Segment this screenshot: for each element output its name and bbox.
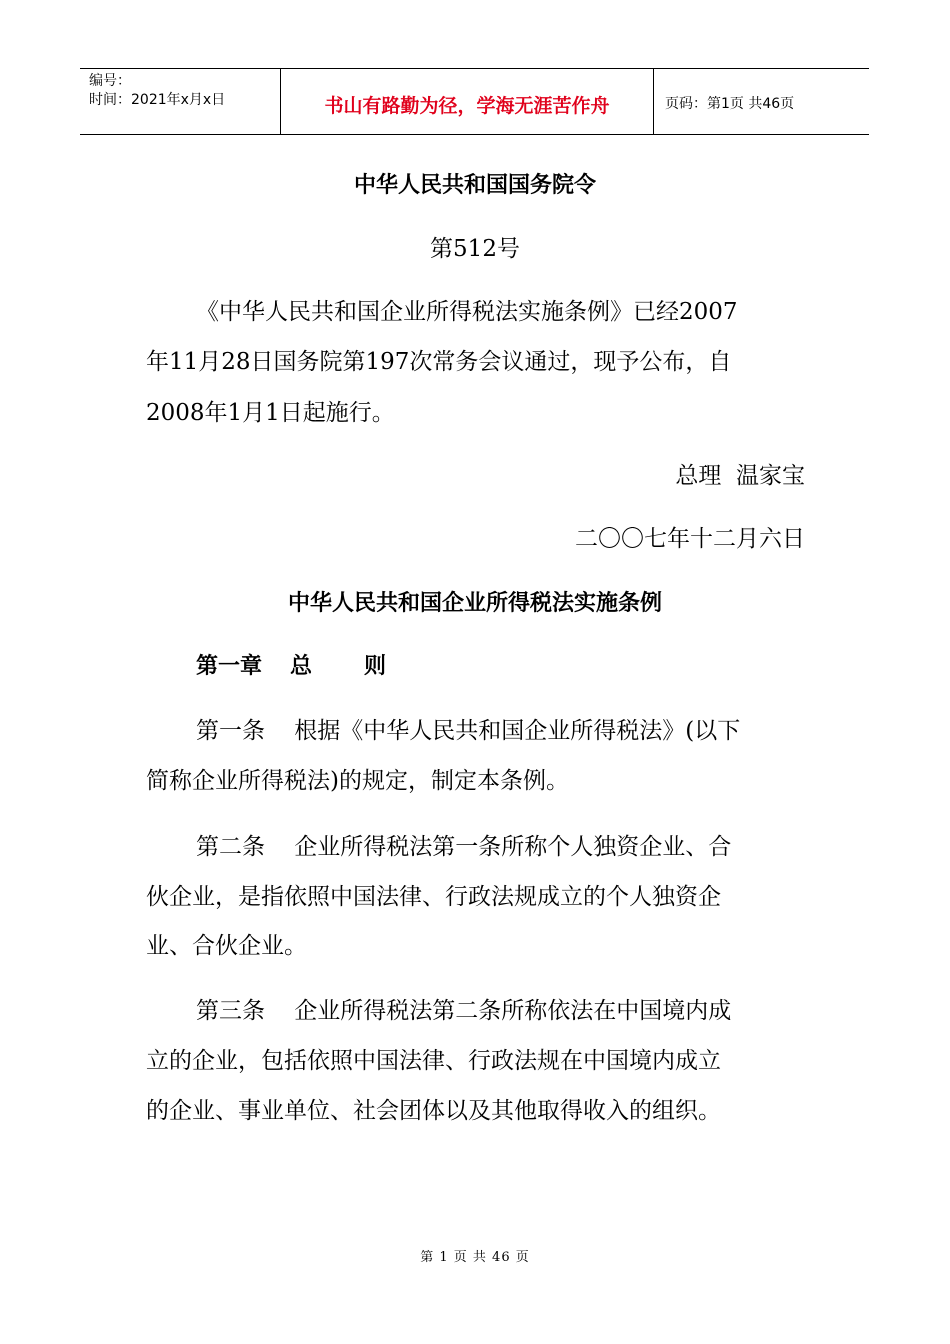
article-3-line-1: 第三条 企业所得税法第二条所称依法在中国境内成 xyxy=(196,998,732,1024)
decree-date: 二〇〇七年十二月六日 xyxy=(575,526,805,552)
regulation-title: 中华人民共和国企业所得税法实施条例 xyxy=(287,591,662,616)
document-number-label: 编号： xyxy=(89,73,131,89)
page-footer: 第 1 页 共 46 页 xyxy=(420,1250,530,1265)
chapter-title-part-1: 总 xyxy=(290,654,313,679)
article-2-line-2: 伙企业，是指依照中国法律、行政法规成立的个人独资企 xyxy=(146,884,721,910)
chapter-label: 第一章 xyxy=(196,654,263,679)
article-1-line-1: 第一条 根据《中华人民共和国企业所得税法》(以下 xyxy=(196,718,741,744)
decree-body-line-1: 《中华人民共和国企业所得税法实施条例》已经2007 xyxy=(196,299,738,325)
decree-body-line-2: 年11月28日国务院第197次常务会议通过，现予公布，自 xyxy=(146,349,732,375)
decree-number: 第512号 xyxy=(430,236,520,262)
page-header xyxy=(80,68,869,135)
chapter-heading xyxy=(196,652,386,682)
document-time-label: 时间：2021年x月x日 xyxy=(89,92,226,108)
article-1-line-2: 简称企业所得税法)的规定，制定本条例。 xyxy=(146,768,569,794)
header-motto: 书山有路勤为径，学海无涯苦作舟 xyxy=(281,69,654,134)
decree-signatory: 总理 温家宝 xyxy=(675,463,805,489)
article-2-line-3: 业、合伙企业。 xyxy=(146,933,307,959)
header-page-label: 页码：第1页 共46页 xyxy=(665,95,795,112)
article-3-line-3: 的企业、事业单位、社会团体以及其他取得收入的组织。 xyxy=(146,1098,721,1124)
article-3-line-2: 立的企业，包括依照中国法律、行政法规在中国境内成立 xyxy=(146,1048,721,1074)
chapter-title-part-2: 则 xyxy=(364,654,387,679)
decree-body-line-3: 2008年1月1日起施行。 xyxy=(146,400,395,426)
decree-title: 中华人民共和国国务院令 xyxy=(353,173,596,198)
article-2-line-1: 第二条 企业所得税法第一条所称个人独资企业、合 xyxy=(196,834,732,860)
header-meta xyxy=(80,69,281,134)
